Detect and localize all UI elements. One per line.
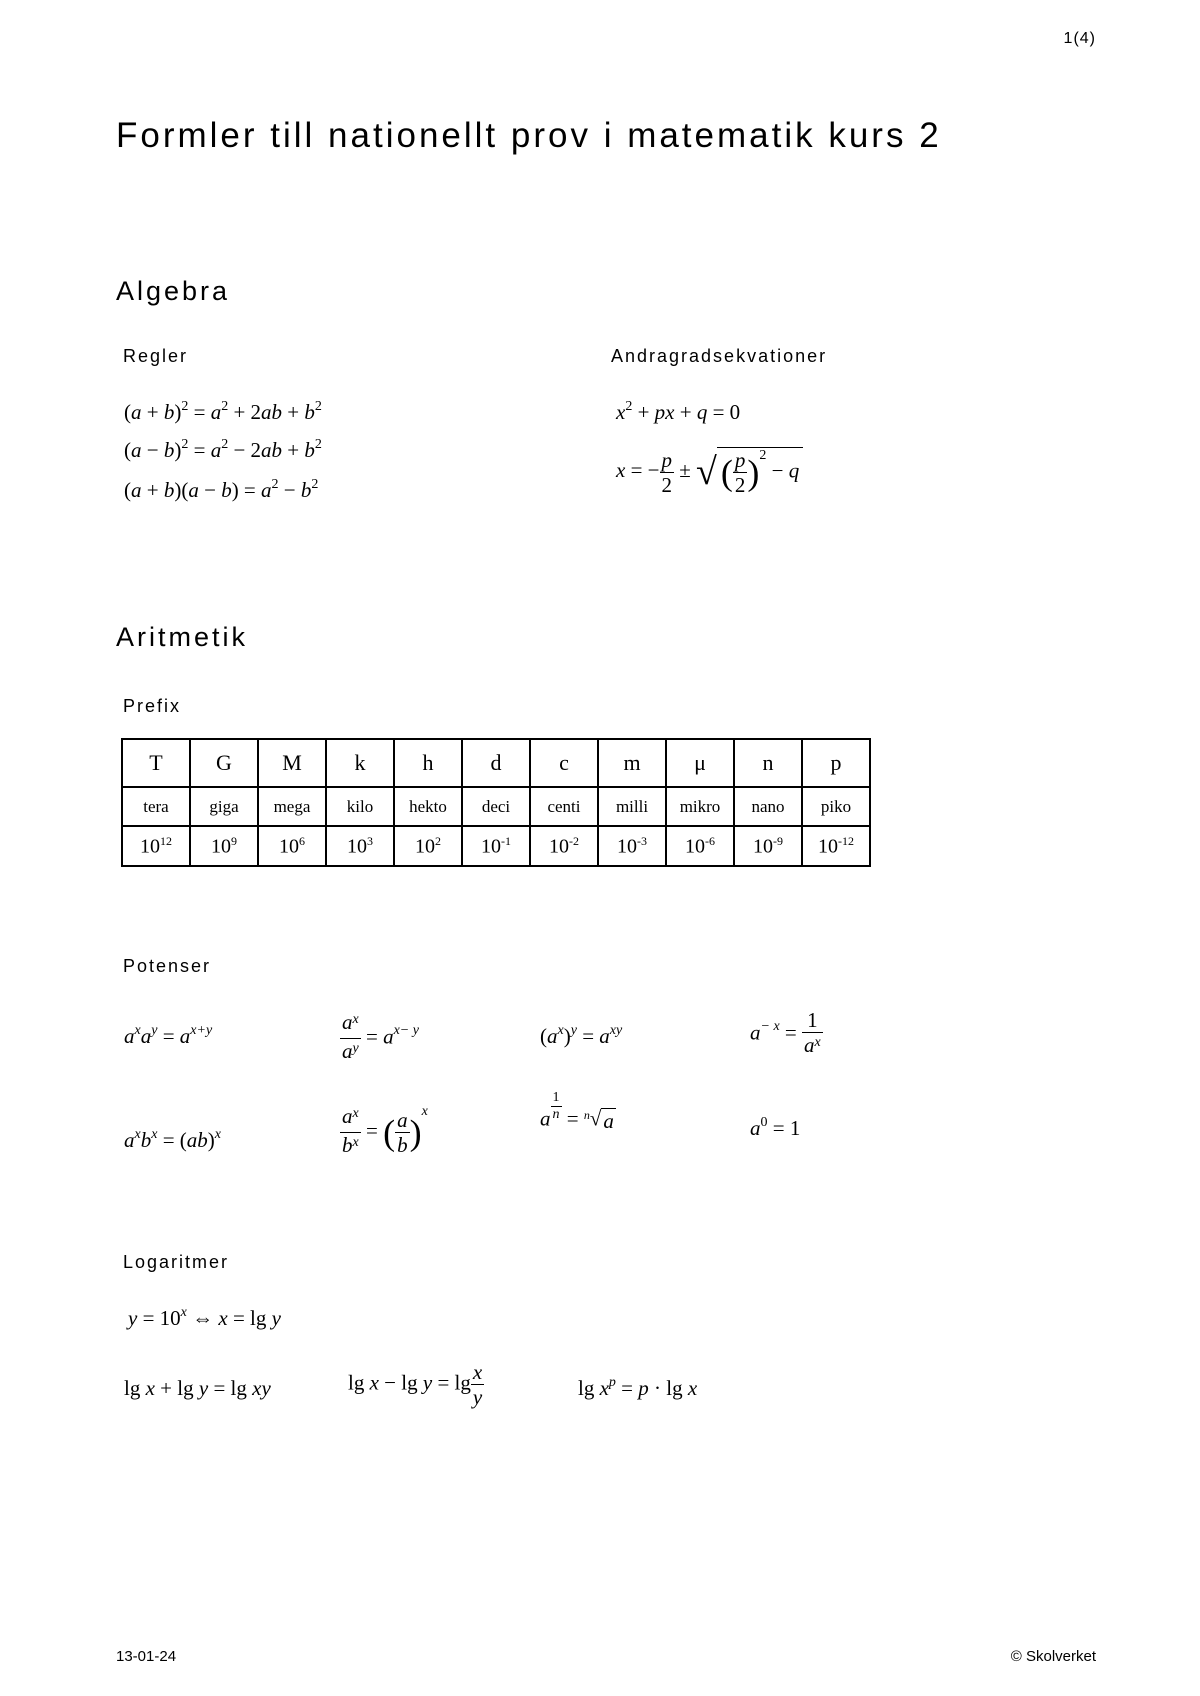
formula-power-quotient: $\frac{a^x}{a^y}$ = $a^{x- y}$ xyxy=(342,1010,419,1063)
prefix-symbol-row xyxy=(122,739,870,787)
formula-product-power: $a^xb^x = (ab)^x$ xyxy=(124,1127,221,1152)
prefix-power: $10^{-3}$ xyxy=(598,826,666,866)
formula-quadratic-eq: $x^2$ + px + q = 0 xyxy=(616,399,741,424)
prefix-symbol: k xyxy=(326,739,394,787)
aritmetik-heading: Aritmetik xyxy=(116,622,249,652)
prefix-power: $10^{-2}$ xyxy=(530,826,598,866)
prefix-table xyxy=(121,738,871,867)
formula-quotient-power: $\frac{a^x}{b^x}$ = ( $\frac{a}{b}$ )$^x$ xyxy=(342,1104,428,1157)
formula-root: a $\frac{1}{n}$ = $^n$√a xyxy=(540,1090,614,1133)
andragrad-heading: Andragradsekvationer xyxy=(611,346,828,366)
prefix-power: $10^3$ xyxy=(326,826,394,866)
prefix-symbol: μ xyxy=(666,739,734,787)
formula-conjugate: $(a + b)(a - b) = a^2 - b^2$ xyxy=(124,477,319,502)
prefix-heading: Prefix xyxy=(123,696,182,716)
prefix-name: hekto xyxy=(394,787,462,826)
prefix-symbol: d xyxy=(462,739,530,787)
prefix-name-row xyxy=(122,787,870,826)
prefix-name: deci xyxy=(462,787,530,826)
prefix-power: $10^{-6}$ xyxy=(666,826,734,866)
potenser-heading: Potenser xyxy=(123,956,212,976)
prefix-name: nano xyxy=(734,787,802,826)
footer-date: 13-01-24 xyxy=(116,1648,177,1665)
prefix-symbol: m xyxy=(598,739,666,787)
formula-power-of-power: $(a^x)^y = a^{xy}$ xyxy=(540,1023,623,1048)
formula-log-quotient: lg x − lg y = lg $\frac{x}{y}$ xyxy=(348,1360,483,1409)
prefix-power: $10^{-12}$ xyxy=(802,826,870,866)
prefix-name: piko xyxy=(802,787,870,826)
prefix-power: $10^{-9}$ xyxy=(734,826,802,866)
prefix-symbol: T xyxy=(122,739,190,787)
prefix-name: centi xyxy=(530,787,598,826)
prefix-power: $10^{12}$ xyxy=(122,826,190,866)
prefix-symbol: M xyxy=(258,739,326,787)
prefix-power: $10^9$ xyxy=(190,826,258,866)
footer-copyright: © Skolverket xyxy=(1010,1648,1096,1665)
formula-negative-exponent: $a^{- x}$ = $\frac{1}{a^x}$ xyxy=(750,1008,821,1057)
formula-square-diff: $(a - b)^2 = a^2 - 2ab + b^2$ xyxy=(124,437,322,462)
prefix-name: mega xyxy=(258,787,326,826)
algebra-heading: Algebra xyxy=(116,276,231,306)
regler-heading: Regler xyxy=(123,346,189,366)
formula-log-definition: $y = 10^x$ ⇔ x = lg y xyxy=(128,1305,281,1330)
prefix-name: kilo xyxy=(326,787,394,826)
prefix-name: tera xyxy=(122,787,190,826)
page-number: 1(4) xyxy=(1063,30,1096,47)
formula-pq: x = − $\frac{p}{2}$ ± √ ( $\frac{p}{2}$ )$^2$ − q xyxy=(616,447,803,497)
formula-zero-exponent: $a^0 = 1$ xyxy=(750,1115,801,1140)
prefix-power: $10^{-1}$ xyxy=(462,826,530,866)
formula-log-product: lg x + lg y = lg xy xyxy=(124,1376,271,1400)
logaritmer-heading: Logaritmer xyxy=(123,1252,230,1272)
prefix-symbol: n xyxy=(734,739,802,787)
formula-square-sum: $(a + b)^2 = a^2 + 2ab + b^2$ xyxy=(124,399,322,424)
prefix-symbol: c xyxy=(530,739,598,787)
prefix-power: $10^2$ xyxy=(394,826,462,866)
prefix-power: $10^6$ xyxy=(258,826,326,866)
prefix-symbol: h xyxy=(394,739,462,787)
prefix-symbol: G xyxy=(190,739,258,787)
prefix-name: mikro xyxy=(666,787,734,826)
prefix-power-row xyxy=(122,826,870,866)
prefix-symbol: p xyxy=(802,739,870,787)
page-title: Formler till nationellt prov i matematik kurs 2 xyxy=(116,116,942,155)
formula-log-power: $\lg x^p = p \cdot \lg x$ xyxy=(578,1375,698,1400)
prefix-name: giga xyxy=(190,787,258,826)
prefix-name: milli xyxy=(598,787,666,826)
formula-power-product: $a^xa^y = a^{x+y}$ xyxy=(124,1023,213,1048)
